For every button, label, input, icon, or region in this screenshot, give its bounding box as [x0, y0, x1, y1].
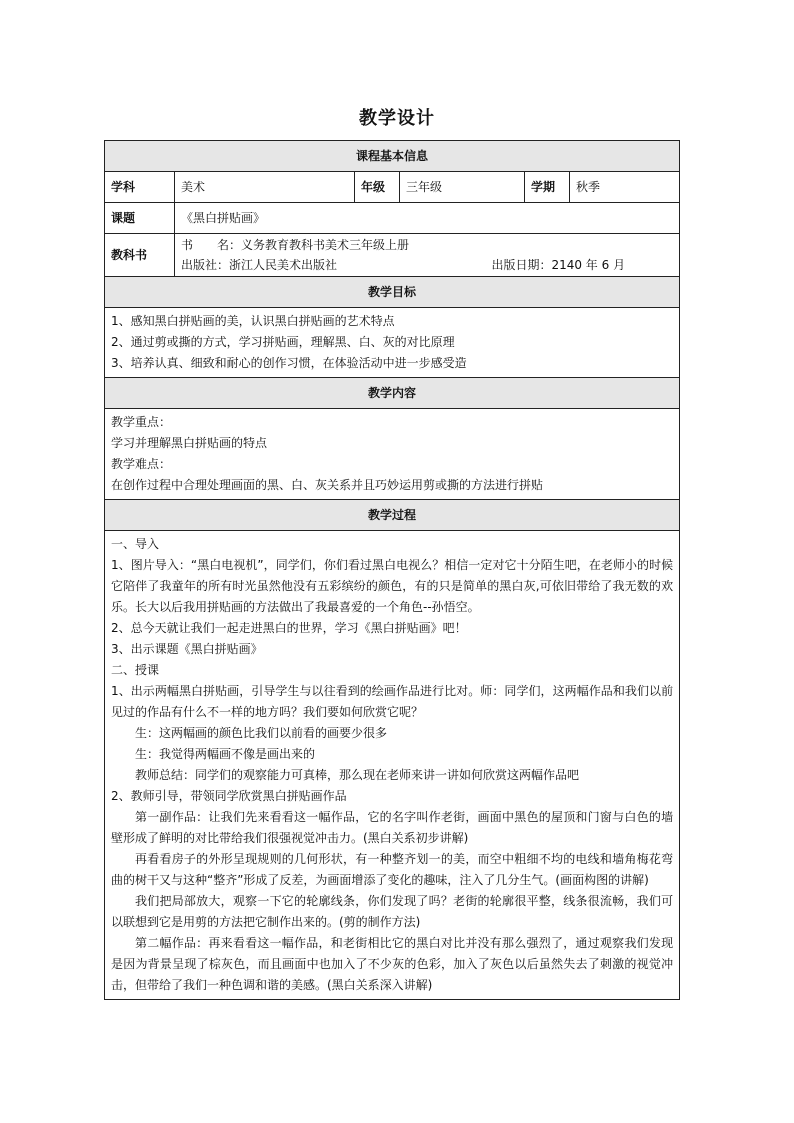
- content-difficulty: 在创作过程中合理处理画面的黑、白、灰关系并且巧妙运用剪或撕的方法进行拼贴: [111, 478, 544, 492]
- process-paragraph: 第一副作品：让我们先来看看这一幅作品，它的名字叫作老街，画面中黑色的屋顶和门窗与白色的墙壁形成了鲜明的对比带给我们很强视觉冲击力。(黑白关系初步讲解): [111, 810, 674, 845]
- grade-value: 三年级: [400, 172, 525, 203]
- process-paragraph: 2、教师引导，带领同学欣赏黑白拼贴画作品: [111, 789, 347, 803]
- textbook-label: 教科书: [105, 234, 175, 277]
- process-paragraph: 1、图片导入：“黑白电视机”，同学们，你们看过黑白电视么？相信一定对它十分陌生吧，在老师小的时候它陪伴了我童年的所有时光虽然他没有五彩缤纷的颜色，有的只是简单的黑白灰,可依旧带给了我无数的欢乐。长大以后我用拼贴画的方法做出了我最喜爱的一个角色--孙悟空。: [111, 558, 674, 614]
- process-paragraph: 我们把局部放大，观察一下它的轮廓线条，你们发现了吗？老街的轮廓很平整，线条很流畅，我们可以联想到它是用剪的方法把它制作出来的。(剪的制作方法): [111, 894, 674, 929]
- objective-item: 3、培养认真、细致和耐心的创作习惯，在体验活动中进一步感受造: [111, 356, 467, 370]
- objectives-list: [105, 308, 680, 378]
- objective-item: 2、通过剪或撕的方式，学习拼贴画，理解黑、白、灰的对比原理: [111, 335, 455, 349]
- subject-value: 美术: [175, 172, 355, 203]
- content-list: [105, 409, 680, 500]
- textbook-info: [175, 234, 680, 277]
- book-publisher-row: [181, 255, 673, 275]
- topic-value: 《黑白拼贴画》: [175, 203, 680, 234]
- objective-item: 1、感知黑白拼贴画的美，认识黑白拼贴画的艺术特点: [111, 314, 395, 328]
- document-title: 教学设计: [359, 108, 435, 129]
- process-paragraph: 1、出示两幅黑白拼贴画，引导学生与以往看到的绘画作品进行比对。师：同学们，这两幅作品和我们以前见过的作品有什么不一样的地方吗？我们要如何欣赏它呢？: [111, 684, 674, 719]
- process-student-answer: 生：我觉得两幅画不像是画出来的: [135, 747, 316, 761]
- term-value: 秋季: [570, 172, 680, 203]
- process-student-answer: 生：这两幅画的颜色比我们以前看的画要少很多: [135, 726, 388, 740]
- process-paragraph: 2、总今天就让我们一起走进黑白的世界，学习《黑白拼贴画》吧！: [111, 621, 467, 635]
- content-header: 教学内容: [105, 378, 680, 409]
- content-difficulty-label: 教学难点：: [111, 457, 172, 471]
- process-paragraph: 3、出示课题《黑白拼贴画》: [111, 642, 263, 656]
- term-label: 学期: [525, 172, 570, 203]
- lesson-plan-table: [104, 140, 680, 1000]
- basic-info-header: 课程基本信息: [105, 141, 680, 172]
- book-name: 书 名：义务教育教科书美术三年级上册: [181, 238, 410, 252]
- subject-label: 学科: [105, 172, 175, 203]
- process-section-heading: 二、授课: [111, 663, 160, 677]
- process-paragraph: 再看看房子的外形呈现规则的几何形状，有一种整齐划一的美，而空中粗细不均的电线和墙角梅花弯曲的树干又与这种“整齐”形成了反差，为画面增添了变化的趣味，注入了几分生气。(画面构图的讲解): [111, 852, 674, 887]
- objectives-header: 教学目标: [105, 277, 680, 308]
- topic-label: 课题: [105, 203, 175, 234]
- content-key-point: 学习并理解黑白拼贴画的特点: [111, 436, 268, 450]
- process-section-heading: 一、导入: [111, 537, 160, 551]
- process-body: [105, 531, 680, 1000]
- process-paragraph: 第二幅作品：再来看看这一幅作品，和老街相比它的黑白对比并没有那么强烈了，通过观察我们发现是因为背景呈现了棕灰色，而且画面中也加入了不少灰的色彩，加入了灰色以后虽然失去了刺激的视觉冲击，但带给了我们一种色调和谐的美感。(黑白关系深入讲解): [111, 936, 674, 992]
- process-teacher-summary: 教师总结：同学们的观察能力可真棒，那么现在老师来讲一讲如何欣赏这两幅作品吧: [135, 768, 580, 782]
- book-pub-date: 出版日期：2140 年 6 月: [491, 258, 626, 272]
- grade-label: 年级: [355, 172, 400, 203]
- book-publisher: 出版社：浙江人民美术出版社: [181, 258, 338, 272]
- process-header: 教学过程: [105, 500, 680, 531]
- content-key-label: 教学重点：: [111, 415, 172, 429]
